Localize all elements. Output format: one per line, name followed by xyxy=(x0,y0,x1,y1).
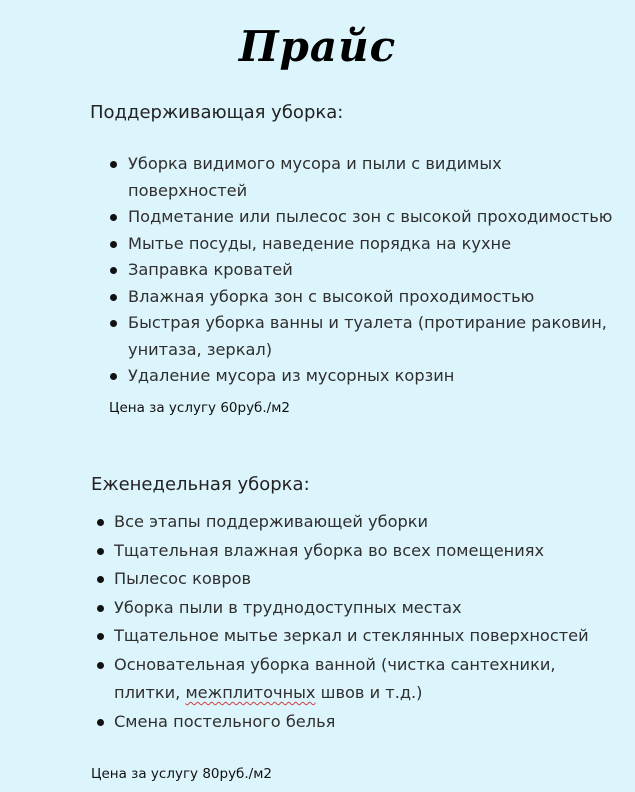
weekly-list xyxy=(114,508,624,736)
bullet-icon xyxy=(110,373,117,380)
bullet-icon xyxy=(97,633,104,640)
list-item: Подметание или пылесос зон с высокой проходимостью xyxy=(128,204,628,231)
list-item: Быстрая уборка ванны и туалета (протирание раковин, унитаза, зеркал) xyxy=(128,310,628,363)
bullet-icon xyxy=(110,214,117,221)
bullet-icon xyxy=(110,320,117,327)
list-item: Уборка пыли в труднодоступных местах xyxy=(114,594,624,623)
bullet-icon xyxy=(110,161,117,168)
spellcheck-word: межплиточных xyxy=(185,683,316,702)
bullet-icon xyxy=(110,241,117,248)
list-item: Мытье посуды, наведение порядка на кухне xyxy=(128,231,628,258)
page-title: Прайс xyxy=(238,22,397,71)
bullet-icon xyxy=(97,576,104,583)
price-maintenance: Цена за услугу 60руб./м2 xyxy=(109,400,290,416)
list-item: Тщательное мытье зеркал и стеклянных поверхностей xyxy=(114,622,624,651)
bullet-icon xyxy=(97,605,104,612)
section-heading-weekly: Еженедельная уборка: xyxy=(91,474,310,495)
bullet-icon xyxy=(97,719,104,726)
bullet-icon xyxy=(110,267,117,274)
bullet-icon xyxy=(110,294,117,301)
bullet-icon xyxy=(97,548,104,555)
list-item: Удаление мусора из мусорных корзин xyxy=(128,363,628,390)
list-item: Влажная уборка зон с высокой проходимостью xyxy=(128,284,628,311)
list-item: Уборка видимого мусора и пыли с видимых поверхностей xyxy=(128,151,628,204)
bullet-icon xyxy=(97,519,104,526)
section-heading-maintenance: Поддерживающая уборка: xyxy=(90,102,344,123)
list-item: Тщательная влажная уборка во всех помещениях xyxy=(114,537,624,566)
maintenance-list xyxy=(128,151,628,390)
bullet-icon xyxy=(97,662,104,669)
list-item: Основательная уборка ванной (чистка сантехники, плитки, межплиточных швов и т.д.) xyxy=(114,651,624,708)
list-item: Смена постельного белья xyxy=(114,708,624,737)
list-item: Заправка кроватей xyxy=(128,257,628,284)
list-item: Пылесос ковров xyxy=(114,565,624,594)
list-item: Все этапы поддерживающей уборки xyxy=(114,508,624,537)
price-weekly: Цена за услугу 80руб./м2 xyxy=(91,766,272,782)
